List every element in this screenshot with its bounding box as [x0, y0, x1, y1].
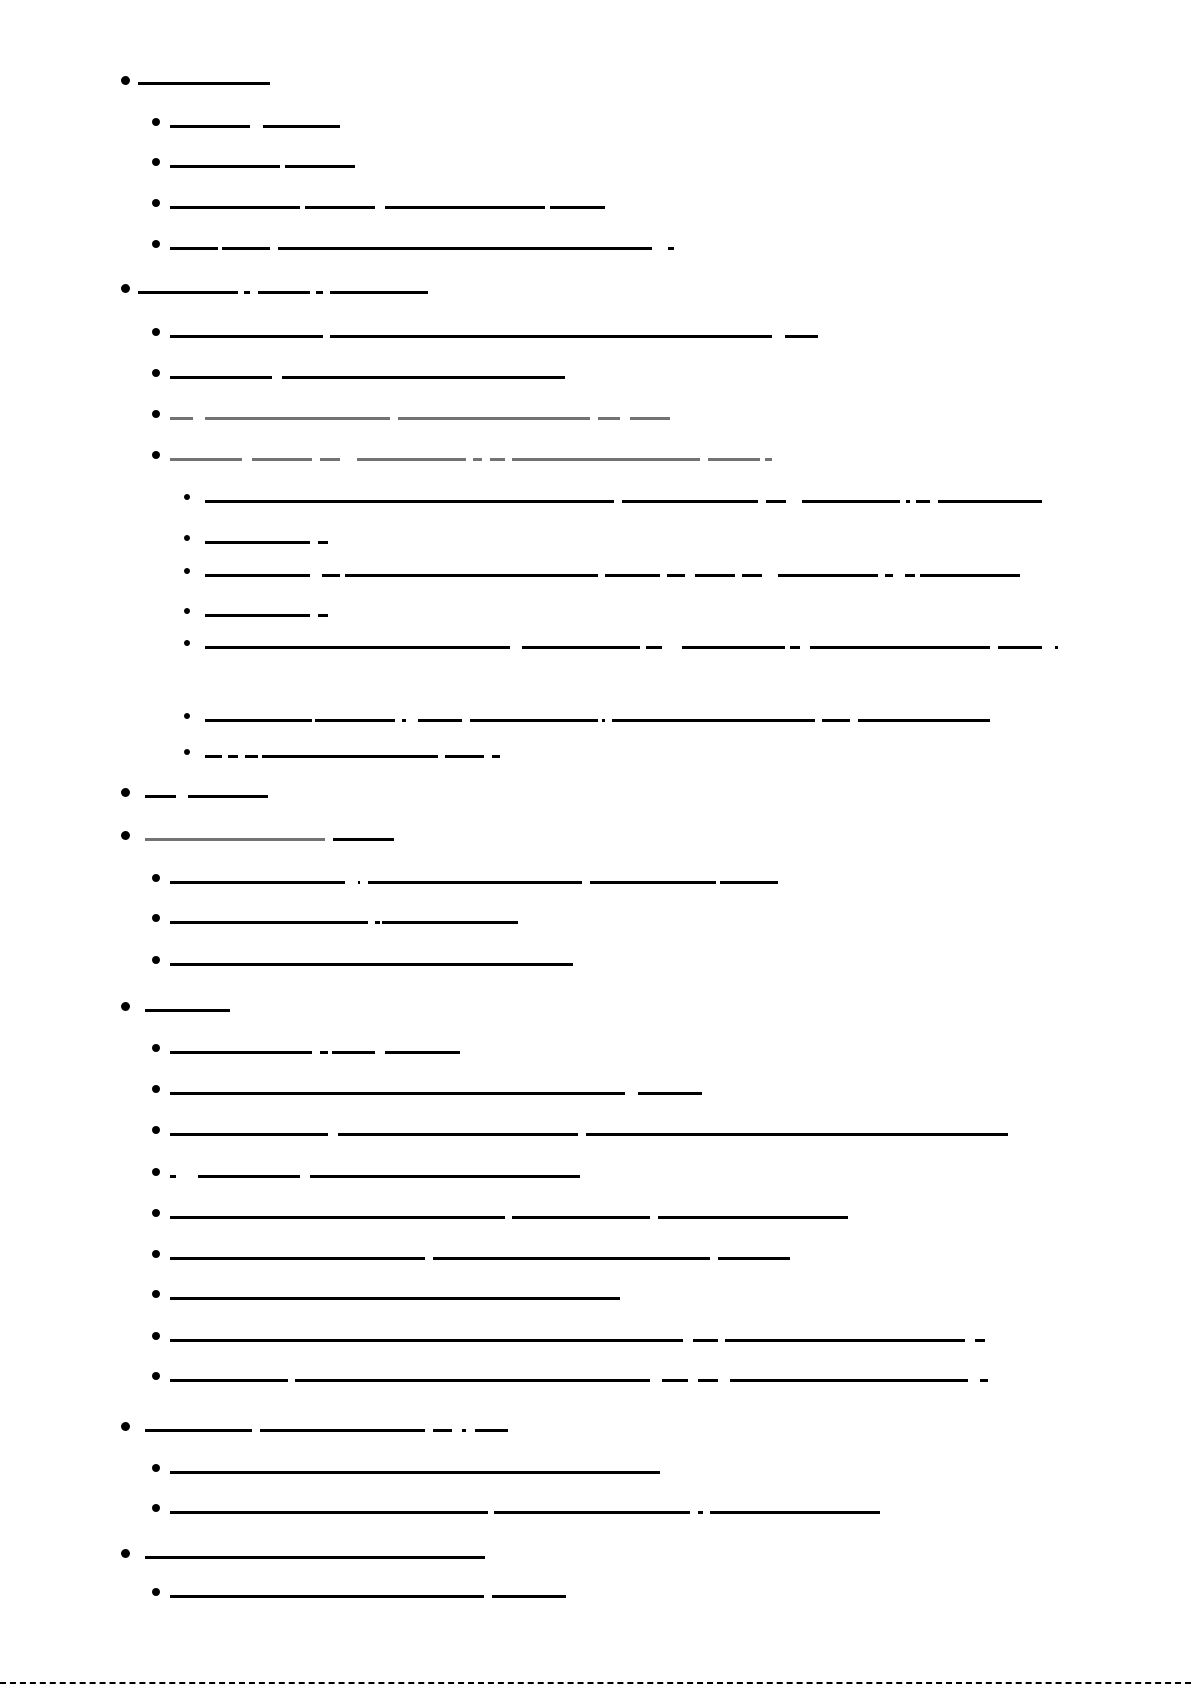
- list-link[interactable]: [418, 719, 462, 722]
- list-link[interactable]: [550, 206, 605, 209]
- list-link[interactable]: [602, 719, 605, 722]
- list-link[interactable]: [802, 500, 900, 503]
- list-link[interactable]: [245, 755, 258, 758]
- list-link[interactable]: [920, 574, 1020, 577]
- list-link[interactable]: [170, 1133, 328, 1136]
- bullet-icon: [184, 494, 190, 500]
- list-link[interactable]: [244, 291, 250, 294]
- list-link[interactable]: [205, 500, 614, 503]
- list-link[interactable]: [170, 247, 218, 250]
- list-link[interactable]: [252, 458, 312, 461]
- list-link[interactable]: [682, 646, 785, 649]
- list-link[interactable]: [170, 417, 193, 420]
- list-link[interactable]: [310, 1175, 580, 1178]
- bullet-icon: [152, 1332, 160, 1340]
- list-link[interactable]: [385, 206, 545, 209]
- list-link[interactable]: [822, 719, 850, 722]
- list-link[interactable]: [612, 719, 815, 722]
- list-link[interactable]: [980, 1379, 988, 1382]
- list-link[interactable]: [170, 921, 368, 924]
- list-link[interactable]: [285, 165, 355, 168]
- list-link[interactable]: [470, 719, 598, 722]
- list-link[interactable]: [170, 1379, 288, 1382]
- list-link[interactable]: [710, 1511, 880, 1514]
- bullet-icon: [152, 1085, 160, 1093]
- bullet-icon: [152, 158, 160, 166]
- list-link[interactable]: [445, 755, 484, 758]
- bullet-icon: [184, 608, 190, 614]
- list-link[interactable]: [473, 458, 482, 461]
- list-link[interactable]: [765, 458, 772, 461]
- list-link[interactable]: [810, 646, 990, 649]
- list-link[interactable]: [262, 755, 438, 758]
- list-link[interactable]: [1055, 646, 1058, 649]
- list-link[interactable]: [205, 719, 312, 722]
- list-link[interactable]: [658, 1216, 848, 1219]
- list-link[interactable]: [402, 719, 406, 722]
- list-link[interactable]: [938, 500, 1042, 503]
- list-link[interactable]: [263, 125, 340, 128]
- list-link[interactable]: [170, 1595, 484, 1598]
- list-link[interactable]: [278, 247, 652, 250]
- list-link[interactable]: [205, 574, 310, 577]
- list-link[interactable]: [858, 719, 990, 722]
- list-link[interactable]: [382, 921, 518, 924]
- bullet-icon: [152, 240, 160, 248]
- bullet-icon: [152, 1504, 160, 1512]
- bullet-icon: [184, 568, 190, 574]
- list-link[interactable]: [490, 458, 505, 461]
- list-link[interactable]: [998, 646, 1042, 649]
- list-link[interactable]: [188, 795, 268, 798]
- bullet-icon: [121, 831, 130, 840]
- list-link[interactable]: [295, 1379, 650, 1382]
- bullet-icon: [121, 284, 130, 293]
- list-link[interactable]: [170, 881, 345, 884]
- list-link[interactable]: [320, 1051, 328, 1054]
- list-link[interactable]: [330, 335, 772, 338]
- list-link[interactable]: [322, 574, 340, 577]
- bullet-icon: [184, 535, 190, 541]
- list-link[interactable]: [668, 247, 674, 250]
- bullet-icon: [184, 640, 190, 646]
- bullet-icon: [121, 1422, 130, 1431]
- list-link[interactable]: [492, 1595, 566, 1598]
- list-link[interactable]: [170, 1511, 488, 1514]
- list-link[interactable]: [170, 458, 242, 461]
- list-link[interactable]: [145, 1429, 252, 1432]
- list-link[interactable]: [357, 458, 466, 461]
- list-link[interactable]: [205, 646, 510, 649]
- list-link[interactable]: [170, 165, 280, 168]
- list-link[interactable]: [170, 335, 323, 338]
- bullet-icon: [152, 328, 160, 336]
- list-link[interactable]: [790, 646, 800, 649]
- bullet-icon: [121, 1002, 130, 1011]
- list-link[interactable]: [358, 881, 360, 884]
- list-link[interactable]: [698, 1379, 718, 1382]
- list-link[interactable]: [586, 1133, 1008, 1136]
- bullet-icon: [152, 1126, 160, 1134]
- list-link[interactable]: [145, 795, 176, 798]
- list-link[interactable]: [170, 376, 272, 379]
- list-link[interactable]: [646, 646, 662, 649]
- list-link[interactable]: [305, 206, 375, 209]
- list-link[interactable]: [170, 1092, 625, 1095]
- list-link[interactable]: [345, 574, 598, 577]
- bullet-icon: [152, 118, 160, 126]
- list-link[interactable]: [170, 1216, 505, 1219]
- list-link[interactable]: [605, 574, 660, 577]
- list-link[interactable]: [316, 291, 323, 294]
- list-link[interactable]: [330, 291, 428, 294]
- list-link[interactable]: [228, 755, 238, 758]
- list-link[interactable]: [718, 1257, 790, 1260]
- list-link[interactable]: [332, 1051, 375, 1054]
- list-link[interactable]: [462, 1429, 466, 1432]
- list-link[interactable]: [512, 458, 700, 461]
- list-link[interactable]: [662, 1379, 688, 1382]
- list-link[interactable]: [512, 1216, 650, 1219]
- bullet-icon: [152, 1209, 160, 1217]
- bullet-icon: [152, 1588, 160, 1596]
- list-link[interactable]: [638, 1092, 702, 1095]
- list-link[interactable]: [385, 1051, 460, 1054]
- list-link[interactable]: [695, 574, 735, 577]
- list-link[interactable]: [622, 500, 758, 503]
- list-link[interactable]: [708, 458, 760, 461]
- list-link[interactable]: [905, 574, 915, 577]
- list-link[interactable]: [730, 1379, 968, 1382]
- bullet-icon: [152, 914, 160, 922]
- bullet-icon: [184, 713, 190, 719]
- list-link[interactable]: [138, 82, 270, 85]
- list-link[interactable]: [145, 838, 325, 841]
- list-link[interactable]: [906, 500, 910, 503]
- list-link[interactable]: [170, 1339, 683, 1342]
- list-link[interactable]: [398, 417, 590, 420]
- list-link[interactable]: [494, 1511, 690, 1514]
- list-link[interactable]: [170, 963, 573, 966]
- list-link[interactable]: [598, 417, 620, 420]
- list-link[interactable]: [475, 1429, 508, 1432]
- dashed-footer-rule: [0, 1682, 1191, 1684]
- list-link[interactable]: [145, 1009, 230, 1012]
- list-link[interactable]: [205, 541, 310, 544]
- list-link[interactable]: [145, 1556, 485, 1559]
- list-link[interactable]: [318, 614, 328, 617]
- list-link[interactable]: [333, 838, 394, 841]
- bullet-icon: [152, 1372, 160, 1380]
- list-link[interactable]: [318, 541, 328, 544]
- bullet-icon: [152, 1464, 160, 1472]
- bullet-icon: [152, 1250, 160, 1258]
- bullet-icon: [152, 1290, 160, 1298]
- list-link[interactable]: [205, 614, 310, 617]
- list-link[interactable]: [630, 417, 670, 420]
- bullet-icon: [121, 1549, 130, 1558]
- list-link[interactable]: [720, 881, 778, 884]
- bullet-icon: [152, 369, 160, 377]
- bullet-icon: [121, 76, 130, 85]
- list-link[interactable]: [320, 458, 340, 461]
- list-link[interactable]: [315, 719, 395, 722]
- list-link[interactable]: [205, 417, 390, 420]
- list-link[interactable]: [492, 755, 500, 758]
- bullet-icon: [152, 451, 160, 459]
- list-link[interactable]: [170, 1471, 660, 1474]
- list-link[interactable]: [375, 921, 380, 924]
- list-link[interactable]: [590, 881, 716, 884]
- list-link[interactable]: [222, 247, 270, 250]
- bullet-icon: [121, 788, 130, 797]
- list-link[interactable]: [916, 500, 930, 503]
- list-link[interactable]: [433, 1429, 452, 1432]
- list-link[interactable]: [785, 335, 818, 338]
- list-link[interactable]: [522, 646, 640, 649]
- bullet-icon: [184, 749, 190, 755]
- list-link[interactable]: [693, 1339, 718, 1342]
- list-link[interactable]: [368, 881, 582, 884]
- list-link[interactable]: [338, 1133, 578, 1136]
- list-link[interactable]: [170, 1297, 620, 1300]
- list-link[interactable]: [766, 500, 786, 503]
- list-link[interactable]: [138, 291, 238, 294]
- list-link[interactable]: [260, 1429, 425, 1432]
- list-link[interactable]: [742, 574, 762, 577]
- list-link[interactable]: [258, 291, 310, 294]
- list-link[interactable]: [433, 1257, 710, 1260]
- list-link[interactable]: [198, 1175, 300, 1178]
- bullet-icon: [152, 410, 160, 418]
- list-link[interactable]: [698, 1511, 703, 1514]
- bullet-icon: [152, 199, 160, 207]
- list-link[interactable]: [778, 574, 878, 577]
- list-link[interactable]: [282, 376, 565, 379]
- list-link[interactable]: [170, 1175, 176, 1178]
- list-link[interactable]: [170, 125, 250, 128]
- list-link[interactable]: [170, 1051, 312, 1054]
- list-link[interactable]: [170, 1257, 425, 1260]
- list-link[interactable]: [667, 574, 685, 577]
- sub-list-item: [0, 0, 1191, 30]
- bullet-icon: [152, 874, 160, 882]
- bullet-icon: [152, 956, 160, 964]
- list-link[interactable]: [725, 1339, 965, 1342]
- list-link[interactable]: [170, 206, 300, 209]
- bullet-icon: [152, 1044, 160, 1052]
- list-link[interactable]: [885, 574, 893, 577]
- bullet-icon: [152, 1168, 160, 1176]
- list-link[interactable]: [205, 755, 222, 758]
- list-link[interactable]: [975, 1339, 985, 1342]
